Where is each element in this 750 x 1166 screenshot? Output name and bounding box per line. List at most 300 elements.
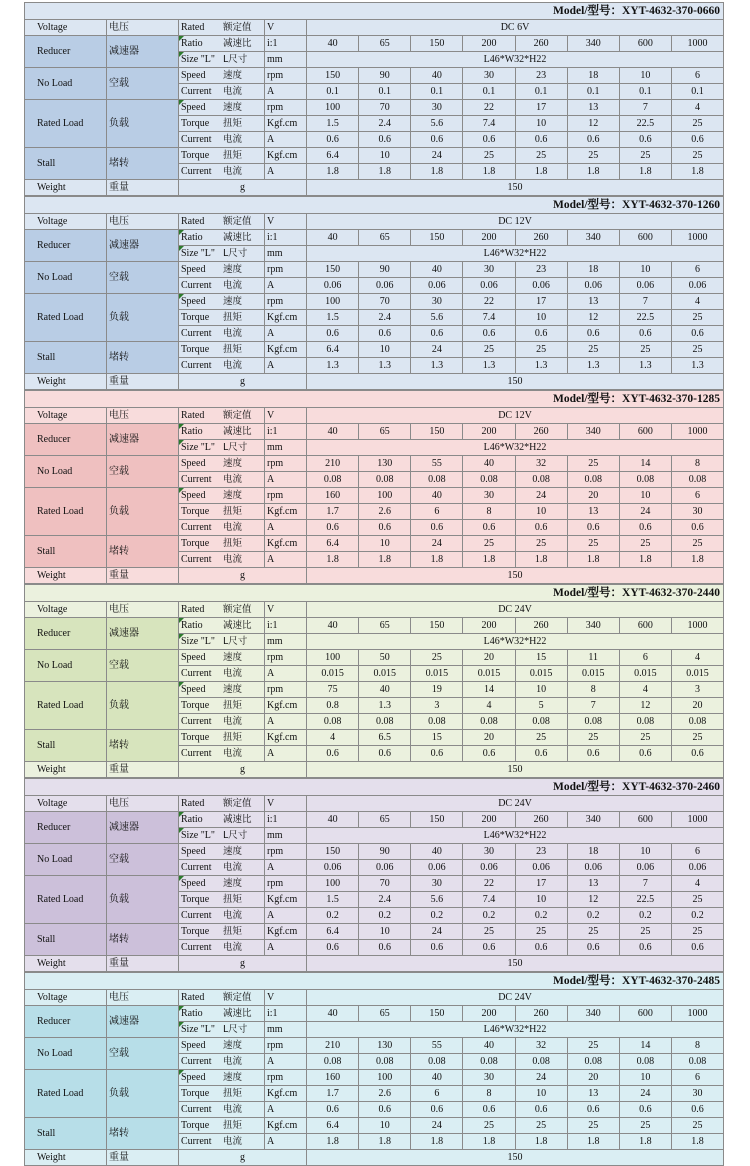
stall-torque-value: 4 [307, 730, 359, 746]
no-load-current-value: 0.06 [515, 860, 567, 876]
current-param-en: Current [181, 86, 212, 97]
speed-param [179, 262, 265, 278]
rated-param [179, 214, 265, 230]
unit-cell: V [265, 796, 307, 812]
ratio-value: 260 [515, 230, 567, 246]
rated-param-cn: 额定值 [223, 22, 252, 33]
ratio-value: 40 [307, 36, 359, 52]
rated-speed-value: 8 [567, 682, 619, 698]
stall-torque-value: 10 [359, 536, 411, 552]
speed-param-cn: 速度 [223, 846, 243, 857]
speed-param-en: Speed [181, 102, 206, 113]
size-param [179, 246, 265, 262]
stall-current-value: 1.8 [671, 164, 723, 180]
speed-param-cn: 速度 [223, 458, 243, 469]
rated-torque-value: 1.7 [307, 1086, 359, 1102]
rated-torque-value: 1.5 [307, 310, 359, 326]
size-param-cn: L尺寸 [223, 636, 248, 647]
rated-torque-value: 24 [619, 1086, 671, 1102]
stall-current-value: 1.8 [307, 164, 359, 180]
rated-current-value: 0.6 [619, 132, 671, 148]
no-load-current-value: 0.06 [411, 860, 463, 876]
stall-torque-value: 25 [619, 148, 671, 164]
stall-torque-value: 25 [671, 730, 723, 746]
torque-param-cn: 扭矩 [223, 312, 243, 323]
current-param-en: Current [181, 360, 212, 371]
comment-marker-icon [179, 876, 184, 881]
no-load-current-value: 0.08 [411, 472, 463, 488]
current-param-cn: 电流 [223, 748, 243, 759]
no-load-label: No Load [25, 844, 107, 876]
current-param-cn: 电流 [223, 1056, 243, 1067]
ratio-param-en: Ratio [181, 232, 203, 243]
model-title: Model/型号：XYT-4632-370-0660 [25, 3, 724, 20]
size-param-en: Size "L" [181, 1024, 215, 1035]
ratio-value: 1000 [671, 1006, 723, 1022]
speed-param-en: Speed [181, 264, 206, 275]
rated-param [179, 602, 265, 618]
stall-torque-value: 10 [359, 924, 411, 940]
stall-current-value: 1.3 [671, 358, 723, 374]
unit-cell: rpm [265, 100, 307, 116]
stall-label-cn: 堵转 [107, 148, 179, 180]
current-param-cn: 电流 [223, 910, 243, 921]
no-load-current-value: 0.08 [515, 1054, 567, 1070]
stall-current-value: 0.6 [411, 940, 463, 956]
rated-torque-value: 22.5 [619, 892, 671, 908]
current-param [179, 1054, 265, 1070]
torque-param-cn: 扭矩 [223, 894, 243, 905]
size-param-en: Size "L" [181, 54, 215, 65]
rated-load-label: Rated Load [25, 294, 107, 342]
size-param-cn: L尺寸 [223, 248, 248, 259]
current-param [179, 278, 265, 294]
unit-cell: mm [265, 634, 307, 650]
no-load-speed-value: 14 [619, 456, 671, 472]
rated-torque-value: 1.3 [359, 698, 411, 714]
rated-current-value: 0.6 [671, 132, 723, 148]
unit-cell: i:1 [265, 618, 307, 634]
torque-param [179, 536, 265, 552]
rated-speed-value: 24 [515, 1070, 567, 1086]
no-load-speed-value: 90 [359, 844, 411, 860]
current-param-cn: 电流 [223, 166, 243, 177]
rated-speed-value: 70 [359, 876, 411, 892]
rated-param [179, 20, 265, 36]
rated-current-value: 0.2 [515, 908, 567, 924]
rated-speed-value: 22 [463, 100, 515, 116]
stall-current-value: 0.6 [411, 746, 463, 762]
model-spec-table [24, 778, 724, 972]
rated-speed-value: 10 [619, 488, 671, 504]
unit-cell: Kgf.cm [265, 536, 307, 552]
rated-speed-value: 30 [463, 488, 515, 504]
rated-current-value: 0.6 [307, 132, 359, 148]
rated-param-cn: 额定值 [223, 798, 252, 809]
ratio-value: 1000 [671, 618, 723, 634]
torque-param [179, 730, 265, 746]
no-load-speed-value: 55 [411, 1038, 463, 1054]
unit-cell: i:1 [265, 812, 307, 828]
ratio-value: 150 [411, 618, 463, 634]
no-load-speed-value: 130 [359, 1038, 411, 1054]
unit-cell: A [265, 1054, 307, 1070]
rated-current-value: 0.6 [671, 520, 723, 536]
no-load-current-value: 0.06 [515, 278, 567, 294]
rated-load-label-cn: 负载 [107, 488, 179, 536]
stall-current-value: 1.8 [411, 1134, 463, 1150]
current-param [179, 908, 265, 924]
rated-current-value: 0.6 [463, 520, 515, 536]
rated-current-value: 0.6 [463, 132, 515, 148]
rated-current-value: 0.08 [359, 714, 411, 730]
rated-speed-value: 22 [463, 876, 515, 892]
speed-param-en: Speed [181, 846, 206, 857]
stall-current-value: 1.8 [515, 164, 567, 180]
unit-cell: A [265, 358, 307, 374]
speed-param [179, 488, 265, 504]
stall-torque-value: 20 [463, 730, 515, 746]
no-load-current-value: 0.08 [307, 472, 359, 488]
current-param-cn: 电流 [223, 942, 243, 953]
ratio-param-cn: 减速比 [223, 38, 252, 49]
size-param [179, 440, 265, 456]
no-load-current-value: 0.015 [359, 666, 411, 682]
rated-speed-value: 4 [619, 682, 671, 698]
no-load-label-cn: 空载 [107, 262, 179, 294]
stall-torque-value: 6.4 [307, 536, 359, 552]
rated-torque-value: 22.5 [619, 310, 671, 326]
no-load-current-value: 0.06 [671, 860, 723, 876]
voltage-label: Voltage [25, 990, 107, 1006]
ratio-value: 200 [463, 1006, 515, 1022]
ratio-value: 260 [515, 618, 567, 634]
rated-torque-value: 1.5 [307, 892, 359, 908]
rated-speed-value: 14 [463, 682, 515, 698]
weight-label-cn: 重量 [107, 762, 179, 778]
stall-current-value: 0.6 [515, 746, 567, 762]
unit-cell: A [265, 908, 307, 924]
rated-speed-value: 20 [567, 1070, 619, 1086]
rated-torque-value: 2.4 [359, 310, 411, 326]
stall-torque-value: 24 [411, 536, 463, 552]
stall-current-value: 0.6 [567, 746, 619, 762]
unit-cell: V [265, 602, 307, 618]
no-load-speed-value: 6 [619, 650, 671, 666]
reducer-label-cn: 减速器 [107, 424, 179, 456]
unit-cell: mm [265, 52, 307, 68]
no-load-current-value: 0.08 [567, 1054, 619, 1070]
speed-param-cn: 速度 [223, 490, 243, 501]
weight-label-cn: 重量 [107, 568, 179, 584]
torque-param-cn: 扭矩 [223, 732, 243, 743]
rated-current-value: 0.6 [411, 132, 463, 148]
rated-current-value: 0.6 [671, 326, 723, 342]
comment-marker-icon [179, 828, 184, 833]
unit-cell: rpm [265, 876, 307, 892]
ratio-value: 65 [359, 812, 411, 828]
speed-param-en: Speed [181, 70, 206, 81]
stall-current-value: 0.6 [515, 940, 567, 956]
torque-param [179, 698, 265, 714]
voltage-value: DC 6V [307, 20, 724, 36]
model-spec-table [24, 584, 724, 778]
torque-param-en: Torque [181, 150, 210, 161]
rated-speed-value: 100 [307, 876, 359, 892]
stall-current-value: 0.6 [359, 746, 411, 762]
voltage-label-cn: 电压 [107, 602, 179, 618]
no-load-speed-value: 6 [671, 262, 723, 278]
rated-speed-value: 17 [515, 100, 567, 116]
weight-label-cn: 重量 [107, 180, 179, 196]
voltage-value: DC 12V [307, 408, 724, 424]
unit-cell: Kgf.cm [265, 116, 307, 132]
speed-param-cn: 速度 [223, 70, 243, 81]
stall-torque-value: 25 [567, 1118, 619, 1134]
rated-current-value: 0.6 [463, 326, 515, 342]
torque-param-en: Torque [181, 1120, 210, 1131]
stall-torque-value: 24 [411, 1118, 463, 1134]
no-load-current-value: 0.06 [671, 278, 723, 294]
torque-param-en: Torque [181, 506, 210, 517]
reducer-label-cn: 减速器 [107, 812, 179, 844]
ratio-value: 150 [411, 230, 463, 246]
unit-cell: Kgf.cm [265, 698, 307, 714]
rated-speed-value: 24 [515, 488, 567, 504]
no-load-speed-value: 150 [307, 262, 359, 278]
comment-marker-icon [179, 230, 184, 235]
unit-cell: A [265, 1134, 307, 1150]
current-param [179, 1102, 265, 1118]
unit-cell: A [265, 666, 307, 682]
torque-param-cn: 扭矩 [223, 538, 243, 549]
no-load-current-value: 0.015 [619, 666, 671, 682]
no-load-current-value: 0.015 [671, 666, 723, 682]
rated-current-value: 0.6 [619, 520, 671, 536]
stall-label-cn: 堵转 [107, 536, 179, 568]
rated-current-value: 0.6 [307, 1102, 359, 1118]
speed-param [179, 682, 265, 698]
rated-speed-value: 10 [619, 1070, 671, 1086]
no-load-speed-value: 30 [463, 262, 515, 278]
no-load-current-value: 0.1 [359, 84, 411, 100]
stall-current-value: 0.6 [359, 940, 411, 956]
rated-speed-value: 20 [567, 488, 619, 504]
current-param-en: Current [181, 1056, 212, 1067]
current-param-en: Current [181, 554, 212, 565]
rated-torque-value: 7.4 [463, 116, 515, 132]
stall-torque-value: 25 [567, 730, 619, 746]
size-param-cn: L尺寸 [223, 830, 248, 841]
no-load-current-value: 0.1 [515, 84, 567, 100]
rated-torque-value: 12 [567, 310, 619, 326]
stall-torque-value: 25 [567, 536, 619, 552]
unit-cell: A [265, 472, 307, 488]
rated-current-value: 0.6 [515, 520, 567, 536]
ratio-value: 65 [359, 424, 411, 440]
no-load-current-value: 0.06 [567, 278, 619, 294]
stall-current-value: 1.3 [619, 358, 671, 374]
current-param-cn: 电流 [223, 328, 243, 339]
model-title: Model/型号：XYT-4632-370-2485 [25, 973, 724, 990]
rated-param-en: Rated [181, 992, 205, 1003]
rated-param-cn: 额定值 [223, 216, 252, 227]
stall-torque-value: 6.5 [359, 730, 411, 746]
stall-current-value: 1.8 [463, 552, 515, 568]
stall-torque-value: 25 [619, 924, 671, 940]
stall-current-value: 0.6 [463, 940, 515, 956]
rated-speed-value: 7 [619, 100, 671, 116]
stall-current-value: 0.6 [671, 746, 723, 762]
stall-torque-value: 25 [671, 924, 723, 940]
rated-current-value: 0.08 [307, 714, 359, 730]
rated-torque-value: 3 [411, 698, 463, 714]
rated-param-en: Rated [181, 604, 205, 615]
current-param-en: Current [181, 328, 212, 339]
model-title: Model/型号：XYT-4632-370-1285 [25, 391, 724, 408]
no-load-speed-value: 90 [359, 68, 411, 84]
rated-torque-value: 2.4 [359, 892, 411, 908]
reducer-label-cn: 减速器 [107, 36, 179, 68]
speed-param-en: Speed [181, 684, 206, 695]
ratio-value: 150 [411, 1006, 463, 1022]
speed-param-cn: 速度 [223, 1072, 243, 1083]
current-param-en: Current [181, 910, 212, 921]
current-param-en: Current [181, 862, 212, 873]
weight-label-cn: 重量 [107, 956, 179, 972]
rated-load-label: Rated Load [25, 876, 107, 924]
speed-param-cn: 速度 [223, 878, 243, 889]
weight-unit: g [179, 180, 307, 196]
no-load-speed-value: 25 [567, 1038, 619, 1054]
unit-cell: rpm [265, 68, 307, 84]
rated-current-value: 0.08 [515, 714, 567, 730]
ratio-param-cn: 减速比 [223, 814, 252, 825]
no-load-speed-value: 25 [567, 456, 619, 472]
rated-current-value: 0.6 [567, 132, 619, 148]
current-param-en: Current [181, 280, 212, 291]
rated-current-value: 0.6 [307, 520, 359, 536]
no-load-speed-value: 18 [567, 262, 619, 278]
rated-torque-value: 13 [567, 1086, 619, 1102]
speed-param-en: Speed [181, 458, 206, 469]
torque-param [179, 342, 265, 358]
reducer-label: Reducer [25, 424, 107, 456]
no-load-speed-value: 90 [359, 262, 411, 278]
stall-current-value: 1.3 [307, 358, 359, 374]
no-load-speed-value: 11 [567, 650, 619, 666]
current-param-cn: 电流 [223, 1136, 243, 1147]
stall-current-value: 1.8 [567, 552, 619, 568]
no-load-current-value: 0.08 [671, 472, 723, 488]
rated-speed-value: 75 [307, 682, 359, 698]
rated-load-label: Rated Load [25, 488, 107, 536]
size-param-cn: L尺寸 [223, 442, 248, 453]
no-load-speed-value: 20 [463, 650, 515, 666]
no-load-current-value: 0.08 [359, 472, 411, 488]
rated-speed-value: 4 [671, 294, 723, 310]
ratio-param-cn: 减速比 [223, 1008, 252, 1019]
speed-param-cn: 速度 [223, 102, 243, 113]
ratio-value: 340 [567, 230, 619, 246]
voltage-label-cn: 电压 [107, 20, 179, 36]
current-param-cn: 电流 [223, 134, 243, 145]
rated-current-value: 0.2 [411, 908, 463, 924]
no-load-label: No Load [25, 650, 107, 682]
voltage-label-cn: 电压 [107, 796, 179, 812]
no-load-current-value: 0.06 [359, 860, 411, 876]
unit-cell: A [265, 132, 307, 148]
torque-param-en: Torque [181, 700, 210, 711]
ratio-value: 600 [619, 812, 671, 828]
speed-param [179, 100, 265, 116]
rated-torque-value: 2.4 [359, 116, 411, 132]
speed-param-cn: 速度 [223, 652, 243, 663]
no-load-speed-value: 55 [411, 456, 463, 472]
rated-current-value: 0.6 [619, 326, 671, 342]
rated-speed-value: 30 [411, 876, 463, 892]
speed-param-cn: 速度 [223, 684, 243, 695]
torque-param-en: Torque [181, 732, 210, 743]
reducer-label-cn: 减速器 [107, 1006, 179, 1038]
rated-torque-value: 7.4 [463, 892, 515, 908]
current-param [179, 520, 265, 536]
rated-torque-value: 10 [515, 1086, 567, 1102]
rated-speed-value: 30 [411, 100, 463, 116]
rated-current-value: 0.2 [307, 908, 359, 924]
no-load-speed-value: 6 [671, 68, 723, 84]
current-param [179, 84, 265, 100]
rated-speed-value: 160 [307, 488, 359, 504]
model-spec-table [24, 2, 724, 196]
rated-speed-value: 4 [671, 100, 723, 116]
ratio-value: 600 [619, 36, 671, 52]
rated-current-value: 0.6 [359, 326, 411, 342]
stall-current-value: 1.8 [307, 1134, 359, 1150]
current-param [179, 714, 265, 730]
rated-speed-value: 10 [515, 682, 567, 698]
weight-value: 150 [307, 180, 724, 196]
no-load-speed-value: 25 [411, 650, 463, 666]
weight-value: 150 [307, 374, 724, 390]
speed-param-cn: 速度 [223, 1040, 243, 1051]
rated-torque-value: 6 [411, 1086, 463, 1102]
rated-load-label: Rated Load [25, 1070, 107, 1118]
rated-param-cn: 额定值 [223, 410, 252, 421]
no-load-speed-value: 32 [515, 456, 567, 472]
stall-current-value: 1.8 [359, 552, 411, 568]
no-load-current-value: 0.1 [463, 84, 515, 100]
speed-param [179, 1038, 265, 1054]
stall-current-value: 1.8 [515, 1134, 567, 1150]
ratio-param-en: Ratio [181, 38, 203, 49]
ratio-value: 1000 [671, 230, 723, 246]
ratio-value: 65 [359, 1006, 411, 1022]
rated-torque-value: 10 [515, 892, 567, 908]
stall-current-value: 1.8 [567, 164, 619, 180]
stall-torque-value: 25 [463, 342, 515, 358]
rated-torque-value: 5.6 [411, 116, 463, 132]
no-load-label-cn: 空载 [107, 1038, 179, 1070]
speed-param-en: Speed [181, 652, 206, 663]
model-spec-table [24, 390, 724, 584]
rated-current-value: 0.6 [359, 132, 411, 148]
ratio-param [179, 1006, 265, 1022]
size-value: L46*W32*H22 [307, 1022, 724, 1038]
rated-speed-value: 40 [411, 1070, 463, 1086]
current-param-en: Current [181, 474, 212, 485]
unit-cell: rpm [265, 650, 307, 666]
